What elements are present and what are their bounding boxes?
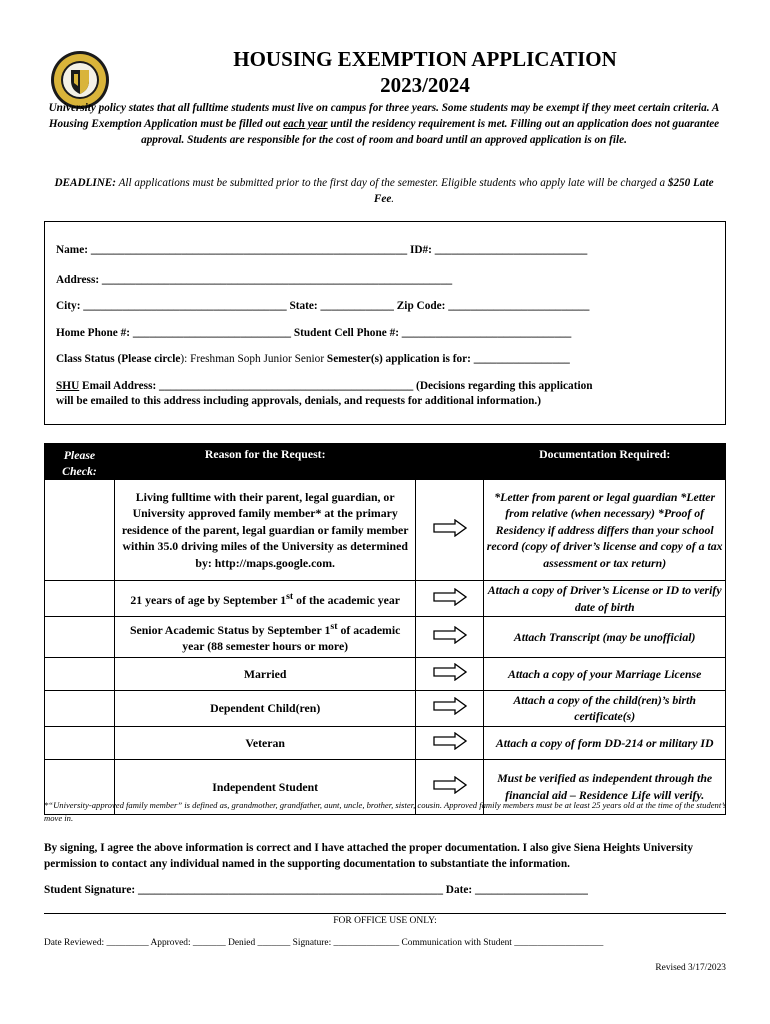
header-check: Please Check: xyxy=(45,444,115,480)
table-row xyxy=(45,617,726,658)
email-field[interactable] xyxy=(56,378,593,394)
reason-text: 21 years of age by September 1 xyxy=(130,592,287,607)
table-row xyxy=(45,657,726,690)
check-box[interactable] xyxy=(45,480,115,581)
intro-text-1: University policy states that all fulltime students must live on campus for three years. Some students may be exempt if they meet certain criteria. A Housing Exemption Application must be filled out xyxy=(48,102,720,130)
reason-text-end: of academic year (88 semester hours or more) xyxy=(182,622,401,654)
email-text[interactable]: Email Address: _____________________________________________ (Decisions regarding this application xyxy=(79,380,593,392)
doc-cell: Attach Transcript (may be unofficial) xyxy=(484,617,726,658)
header-doc: Documentation Required: xyxy=(484,444,726,480)
academic-year: 2023/2024 xyxy=(380,73,470,97)
arrow-cell xyxy=(416,581,484,617)
late-fee: $250 Late Fee xyxy=(373,177,714,205)
arrow-cell xyxy=(416,617,484,658)
class-status-label: Class Status (Please circle xyxy=(56,353,181,365)
divider xyxy=(44,913,726,914)
check-box[interactable] xyxy=(45,657,115,690)
phone-fields[interactable]: Home Phone #: ____________________________ Student Cell Phone #: ______________________________ xyxy=(56,327,572,339)
shu-label: SHU xyxy=(56,380,80,392)
student-info-box xyxy=(44,221,726,425)
table-row xyxy=(45,690,726,726)
office-use-fields[interactable]: Date Reviewed: _________ Approved: _______ Denied _______ Signature: ______________ Communication with Student ___________________ xyxy=(44,938,604,948)
right-arrow-icon xyxy=(433,626,467,644)
right-arrow-icon xyxy=(433,697,467,715)
office-use-title: FOR OFFICE USE ONLY: xyxy=(333,916,437,926)
reason-cell: Living fulltime with their parent, legal guardian, or University approved family member* at the primary residence of the parent, legal guardian or family member within 35.0 driving miles of the University as determined by: http://maps.google.com. xyxy=(114,480,416,581)
right-arrow-icon xyxy=(433,732,467,750)
table-row xyxy=(45,726,726,759)
arrow-cell xyxy=(416,480,484,581)
doc-cell: Attach a copy of Driver’s License or ID to verify date of birth xyxy=(484,581,726,617)
deadline-text: All applications must be submitted prior to the first day of the semester. Eligible students who apply late will be charged a xyxy=(115,177,668,189)
table-row xyxy=(45,480,726,581)
doc-cell: Attach a copy of your Marriage License xyxy=(484,657,726,690)
arrow-cell xyxy=(416,657,484,690)
reason-cell: Independent Student xyxy=(114,759,416,814)
page-title: HOUSING EXEMPTION APPLICATION xyxy=(233,47,617,71)
address-field[interactable]: Address: ______________________________________________________________ xyxy=(56,274,453,286)
table-header xyxy=(45,444,726,480)
doc-cell: Attach a copy of the child(ren)’s birth certificate(s) xyxy=(484,690,726,726)
city-state-zip-field[interactable]: City: ____________________________________ State: _____________ Zip Code: _________________________ xyxy=(56,300,590,312)
check-box[interactable] xyxy=(45,726,115,759)
revision-date: Revised 3/17/2023 xyxy=(655,963,726,973)
arrow-cell xyxy=(416,726,484,759)
check-box[interactable] xyxy=(45,617,115,658)
arrow-cell xyxy=(416,690,484,726)
check-box[interactable] xyxy=(45,581,115,617)
superscript: st xyxy=(286,590,294,602)
policy-intro xyxy=(44,100,724,148)
intro-text-2: until the residency requirement is met. Filling out an application does not guarantee approval. Students are responsible for the cost of room and board until an approved application is on file. xyxy=(141,118,720,146)
class-status-row[interactable] xyxy=(56,351,570,367)
header-spacer xyxy=(416,444,484,480)
family-member-footnote: *“University-approved family member” is defined as, grandmother, grandfather, aunt, uncle, brother, sister, cousin. Approved family members must be at least 25 years old at the time of the student’s move in. xyxy=(44,800,727,823)
semester-field[interactable]: Semester(s) application is for: _________________ xyxy=(326,353,570,365)
right-arrow-icon xyxy=(433,663,467,681)
signature-date-field[interactable]: Student Signature: ______________________________________________________ Date: ____________________ xyxy=(44,884,588,896)
reason-cell xyxy=(114,617,416,658)
reason-cell xyxy=(114,581,416,617)
reason-text-end: of the academic year xyxy=(293,592,401,607)
superscript: st xyxy=(330,621,338,632)
right-arrow-icon xyxy=(433,519,467,537)
reason-cell: Married xyxy=(114,657,416,690)
deadline-label: DEADLINE: xyxy=(54,177,116,189)
doc-cell: Attach a copy of form DD-214 or military ID xyxy=(484,726,726,759)
reason-cell: Dependent Child(ren) xyxy=(114,690,416,726)
reasons-table xyxy=(44,443,726,815)
check-box[interactable] xyxy=(45,690,115,726)
header-reason: Reason for the Request: xyxy=(114,444,416,480)
right-arrow-icon xyxy=(433,588,467,606)
doc-cell: Must be verified as independent through the financial aid – Residence Life will verify. xyxy=(484,759,726,814)
reason-text: Senior Academic Status by September 1 xyxy=(129,622,331,637)
reason-cell: Veteran xyxy=(114,726,416,759)
email-note: will be emailed to this address including approvals, denials, and requests for additional information.) xyxy=(56,395,542,407)
deadline-end: . xyxy=(391,193,395,205)
name-id-field[interactable]: Name: ________________________________________________________ ID#: ___________________________ xyxy=(56,244,588,256)
doc-cell: *Letter from parent or legal guardian *Letter from relative (when necessary) *Proof of Residency if address differs than your school record (copy of driver’s license and copy of a tax assessment or tax return) xyxy=(484,480,726,581)
table-row xyxy=(45,581,726,617)
class-options[interactable]: ): Freshman Soph Junior Senior xyxy=(180,353,327,365)
signing-statement: By signing, I agree the above information is correct and I have attached the proper documentation. I also give Siena Heights University permission to contact any individual named in the supporting documentation to substantiate the information. xyxy=(44,842,694,870)
deadline-notice xyxy=(44,175,724,207)
right-arrow-icon xyxy=(433,776,467,794)
intro-underlined: each year xyxy=(283,118,328,130)
